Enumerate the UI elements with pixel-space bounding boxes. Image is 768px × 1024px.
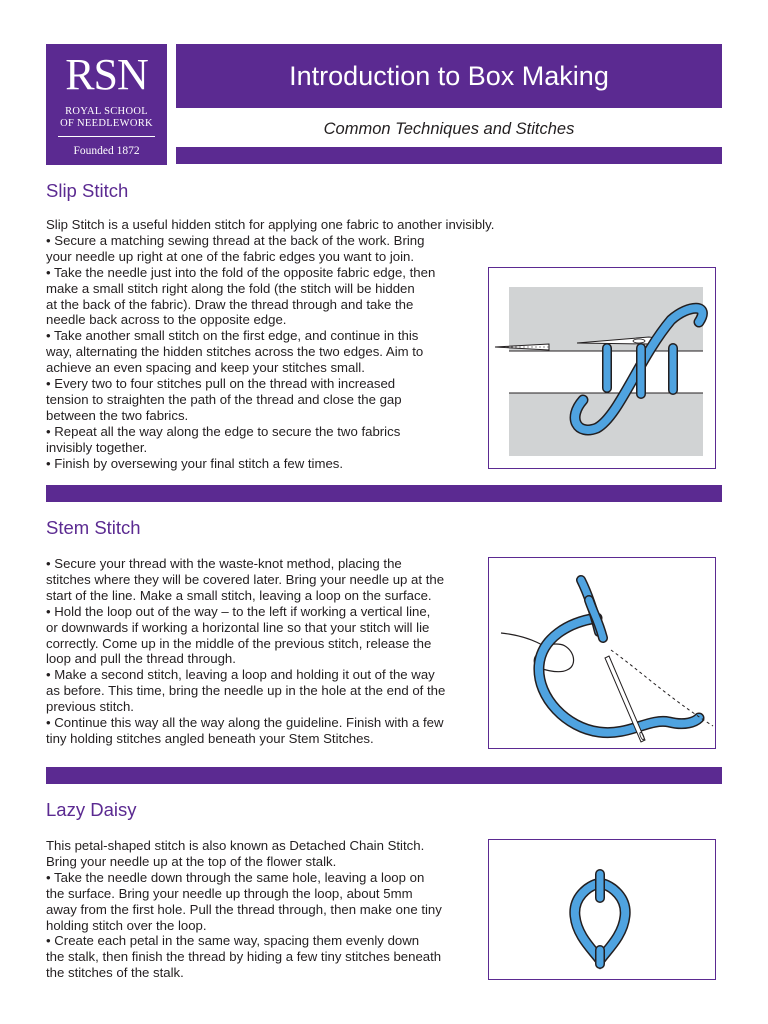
section-body-stem-stitch [46,556,484,747]
page-title: Introduction to Box Making [289,61,609,91]
text-line: • Take the needle just into the fold of the opposite fabric edge, then [46,264,436,280]
text-line: Bring your needle up at the top of the flower stalk. [46,853,337,869]
logo-name-line1: ROYAL SCHOOL [65,106,148,117]
text-line: • Continue this way all the way along the guideline. Finish with a few [46,715,444,731]
text-line: the surface. Bring your needle up through the loop, about 5mm [46,885,413,901]
section-heading-stem-stitch: Stem Stitch [46,517,141,538]
text-line: • Hold the loop out of the way – to the left if working a vertical line, [46,603,431,619]
text-line: the stalk, then finish the thread by hiding a few tiny stitches beneath [46,949,442,965]
text-line: loop and pull the thread through. [46,651,236,667]
title-banner [176,44,722,108]
text-line: needle back across to the opposite edge. [46,312,287,328]
text-line: between the two fabrics. [46,407,189,423]
text-line: previous stitch. [46,699,134,715]
text-line: tiny holding stitches angled beneath your Stem Stitches. [46,730,374,746]
text-line: • Take the needle down through the same hole, leaving a loop on [46,869,425,885]
text-line: • Secure your thread with the waste-knot method, placing the [46,556,402,571]
text-line: • Finish by oversewing your final stitch a few times. [46,455,344,471]
text-line: • Make a second stitch, leaving a loop and holding it out of the way [46,667,435,683]
text-line: • Secure a matching sewing thread at the back of the work. Bring [46,232,425,248]
text-line: • Take another small stitch on the first edge, and continue in this [46,328,419,344]
text-line: • Repeat all the way along the edge to secure the two fabrics [46,423,401,439]
rsn-logo [46,44,167,165]
section-body-slip-stitch [46,217,495,472]
page-subtitle: Common Techniques and Stitches [323,120,575,138]
text-line: stitches where they will be covered later. Bring your needle up at the [46,571,445,587]
text-line: Slip Stitch is a useful hidden stitch for applying one fabric to another invisibly. [46,217,495,232]
text-line: • Create each petal in the same way, spacing them evenly down [46,933,420,949]
text-line: at the back of the fabric). Draw the thread through and take the [46,296,414,312]
text-line: your needle up right at one of the fabric edges you want to join. [46,248,415,264]
logo-founded: Founded 1872 [73,145,140,157]
section-divider-bar [46,485,722,502]
slip-stitch-illustration [488,267,716,469]
text-line: • Every two to four stitches pull on the thread with increased [46,376,396,392]
text-line: achieve an even spacing and keep your stitches small. [46,360,365,376]
text-line: holding stitch over the loop. [46,917,207,933]
text-line: way, alternating the hidden stitches across the two edges. Aim to [46,344,424,360]
text-line: start of the line. Make a small stitch, leaving a loop on the surface. [46,587,432,603]
text-line: correctly. Come up in the middle of the previous stitch, release the [46,635,432,651]
text-line: tension to straighten the path of the thread and close the gap [46,391,402,407]
text-line: the stitches of the stalk. [46,965,184,981]
text-line: or downwards if working a horizontal line so that your stitch will lie [46,619,430,635]
text-line: This petal-shaped stitch is also known as Detached Chain Stitch. [46,838,425,853]
text-line: make a small stitch right along the fold (the stitch will be hidden [46,280,415,296]
section-divider-bar [46,767,722,784]
section-body-lazy-daisy [46,838,484,981]
logo-divider [58,136,155,137]
logo-name-line2: OF NEEDLEWORK [60,118,153,129]
text-line: invisibly together. [46,439,148,455]
header-divider-bar [176,147,722,164]
lazy-daisy-illustration [488,839,716,980]
text-line: away from the first hole. Pull the thread through, then make one tiny [46,901,442,917]
section-heading-lazy-daisy: Lazy Daisy [46,799,137,820]
section-heading-slip-stitch: Slip Stitch [46,180,129,201]
text-line: as before. This time, bring the needle up in the hole at the end of the [46,683,446,699]
stem-stitch-illustration [488,557,716,749]
logo-wordmark: RSN [65,50,148,99]
